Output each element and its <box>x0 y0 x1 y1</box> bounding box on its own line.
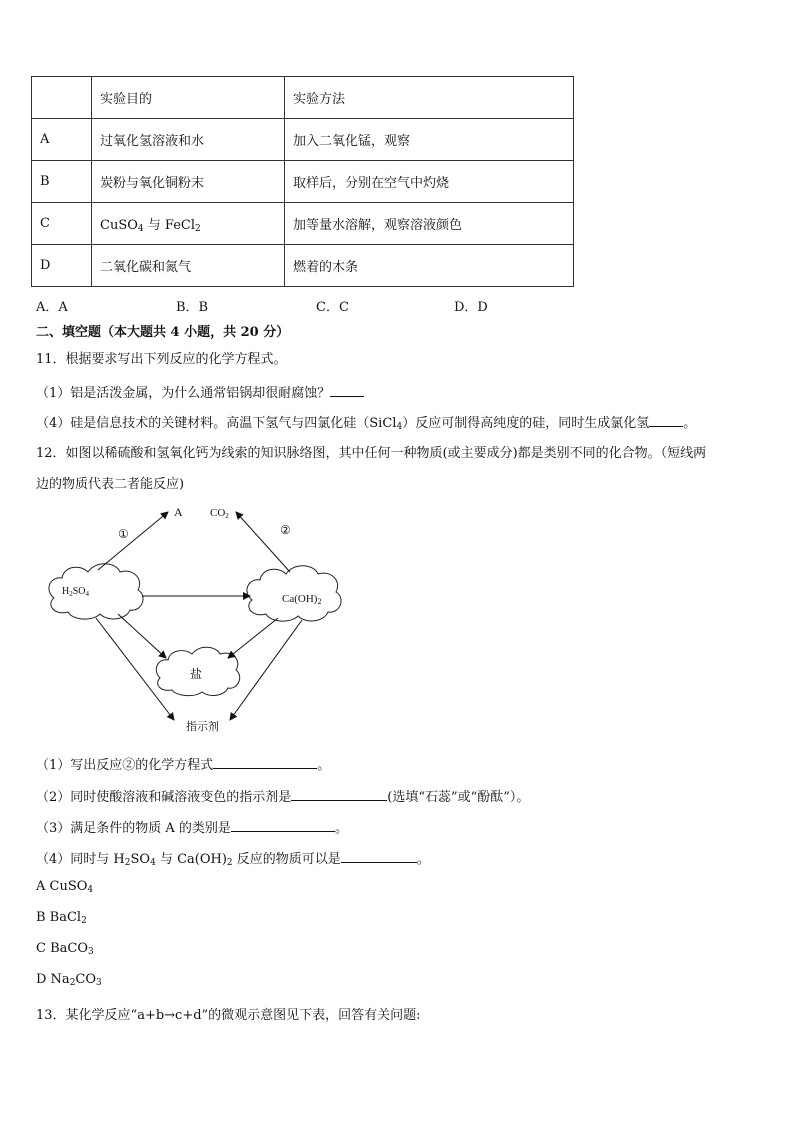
choice-b[interactable]: B BaCl$_2$ <box>36 910 87 926</box>
question-11-part4 <box>36 412 696 431</box>
option-a: A．A <box>36 300 68 315</box>
question-text: （1）铝是活泼金属，为什么通常铝锅却很耐腐蚀？ <box>36 386 331 401</box>
table-cell: 炭粉与氧化铜粉末 <box>92 161 285 203</box>
table-row <box>32 119 574 161</box>
answer-blank[interactable] <box>213 756 317 769</box>
table-header-cell <box>32 77 92 119</box>
table-cell: B <box>32 161 92 203</box>
mark-1-label: ① <box>118 527 129 541</box>
question-12-stem-line2: 边的物质代表二者能反应) <box>36 477 185 492</box>
experiment-table <box>31 76 574 287</box>
choice-c[interactable]: C BaCO$_3$ <box>36 941 94 957</box>
a-label: A <box>174 505 183 519</box>
arrow-h2so4-to-salt <box>118 614 166 658</box>
table-cell: 加入二氧化锰，观察 <box>285 119 574 161</box>
question-12-part1 <box>36 754 330 773</box>
table-row <box>32 245 574 287</box>
period: 。 <box>416 852 430 867</box>
h2so4-label: $H_2SO_4$ <box>62 586 90 598</box>
table-cell: C <box>32 203 92 245</box>
question-hint: (选填“石蕊”或“酚酞”）。 <box>387 790 530 805</box>
option-c: C．C <box>316 300 349 315</box>
question-12-stem-line1: 12．如图以稀硫酸和氢氧化钙为线索的知识脉络图，其中任何一种物质(或主要成分)都是类别不同的化合物。（短线两 <box>36 446 707 461</box>
answer-blank[interactable] <box>341 850 417 863</box>
question-text: （1）写出反应②的化学方程式 <box>36 758 214 773</box>
table-header-cell: 实验目的 <box>92 77 285 119</box>
question-12-part3 <box>36 817 348 836</box>
option-d: D．D <box>454 300 488 315</box>
choice-d[interactable]: D $Na_2CO_3$ <box>36 972 102 988</box>
option-b: B．B <box>176 300 209 315</box>
period: 。 <box>683 416 697 431</box>
question-12-part4 <box>36 848 430 867</box>
table-row <box>32 203 574 245</box>
co2-label: CO2 <box>210 507 229 520</box>
h2so4-formula: $H_2SO_4$ <box>113 852 156 868</box>
question-11-part1 <box>36 382 364 401</box>
table-cell: CuSO$_4$ 与 FeCl$_2$ <box>92 203 285 245</box>
arrow-caoh2-to-salt <box>228 618 278 658</box>
table-cell: 二氧化碳和氮气 <box>92 245 285 287</box>
table-cell: 取样后，分别在空气中灼烧 <box>285 161 574 203</box>
answer-blank[interactable] <box>231 819 335 832</box>
table-header-cell: 实验方法 <box>285 77 574 119</box>
arrow-caoh2-to-indicator <box>230 620 302 720</box>
knowledge-diagram <box>40 498 360 738</box>
question-text: 反应的物质可以是 <box>232 852 341 867</box>
salt-label: 盐 <box>190 667 203 681</box>
table-cell: 燃着的木条 <box>285 245 574 287</box>
period: 。 <box>334 821 348 836</box>
mark-2-label: ② <box>280 523 291 537</box>
table-header-row <box>32 77 574 119</box>
answer-blank[interactable] <box>291 788 387 801</box>
question-text: （4）同时与 <box>36 852 114 867</box>
question-13-stem: 13．某化学反应“a+b→c+d”的微观示意图见下表，回答有关问题: <box>36 1008 421 1023</box>
arrow-h2so4-to-a <box>98 512 168 570</box>
table-cell: 过氧化氢溶液和水 <box>92 119 285 161</box>
choice-a[interactable]: A CuSO$_4$ <box>36 879 94 895</box>
table-row <box>32 161 574 203</box>
answer-blank[interactable] <box>330 384 364 397</box>
question-text: （2）同时使酸溶液和碱溶液变色的指示剂是 <box>36 790 292 805</box>
question-12-part2 <box>36 786 529 805</box>
question-text: 与 <box>155 852 178 867</box>
table-cell: A <box>32 119 92 161</box>
indicator-label: 指示剂 <box>186 720 219 733</box>
answer-blank[interactable] <box>649 414 683 427</box>
section-heading: 二、填空题（本大题共 4 小题，共 20 分） <box>36 325 290 340</box>
question-11-stem: 11．根据要求写出下列反应的化学方程式。 <box>36 352 287 367</box>
caoh2-formula: $Ca(OH)_2$ <box>177 852 233 868</box>
period: 。 <box>317 758 331 773</box>
question-text: （3）满足条件的物质 A 的类别是 <box>36 821 231 836</box>
table-cell: 加等量水溶解，观察溶液颜色 <box>285 203 574 245</box>
question-text: （4）硅是信息技术的关键材料。高温下氢气与四氯化硅（SiCl$_4$）反应可制得高纯度的硅，同时生成氯化氢 <box>36 416 650 432</box>
arrow-caoh2-to-co2 <box>236 512 290 572</box>
table-cell: D <box>32 245 92 287</box>
caoh2-label: Ca(OH)2 <box>282 593 322 606</box>
